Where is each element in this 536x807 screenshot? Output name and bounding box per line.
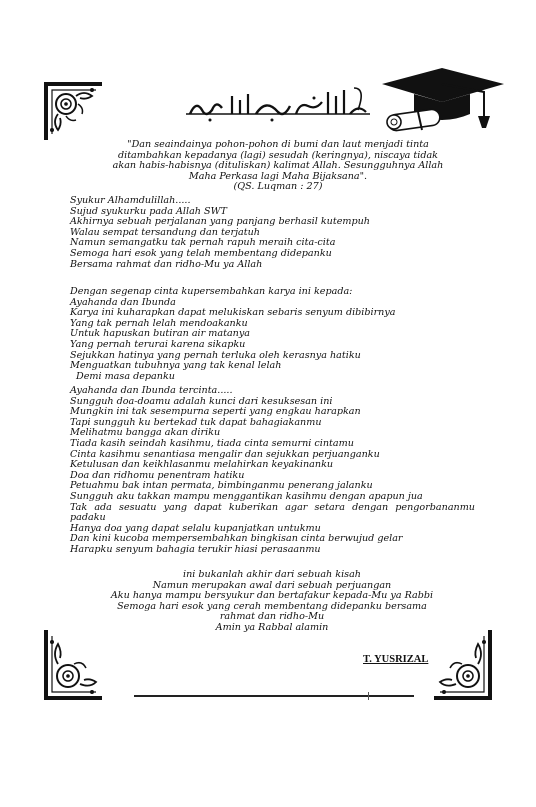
poem-line: Namun semangatku tak pernah rapuh meraih cita-cita	[70, 237, 336, 249]
poem-line: Sujud syukurku pada Allah SWT	[70, 205, 227, 217]
poem-line: Karya ini kuharapkan dapat melukiskan sebaris senyum dibibirnya	[70, 307, 396, 319]
poem-line: Sungguh doa-doamu adalah kunci dari kesuksesan ini	[70, 395, 333, 407]
poem-line: Ayahanda dan Ibunda	[70, 296, 176, 308]
ornament-corner-top-left	[44, 82, 104, 142]
poem-line: Yang pernah terurai karena sikapku	[70, 338, 246, 350]
poem-line: Petuahmu bak intan permata, bimbinganmu penerang jalanku	[70, 480, 373, 492]
poem-line: Dengan segenap cinta kupersembahkan karya ini kepada:	[70, 286, 353, 297]
dedication-stanza	[70, 287, 396, 382]
poem-line: Akhirnya sebuah perjalanan yang panjang berhasil kutempuh	[70, 216, 370, 228]
graduation-cap-icon	[378, 62, 506, 142]
poem-line: ini bukanlah akhir dari sebuah kisah	[183, 569, 361, 580]
quote-line: "Dan seaindainya pohon-pohon di bumi dan laut menjadi tinta	[127, 139, 429, 150]
ornament-corner-bottom-right	[432, 628, 492, 700]
poem-line: Syukur Alhamdulillah.....	[70, 195, 191, 206]
poem-line: Melihatmu bangga akan diriku	[70, 427, 221, 439]
poem-line: Sejukkan hatinya yang pernah terluka oleh kerasnya hatiku	[70, 349, 361, 361]
page-tick-mark	[368, 692, 369, 700]
author-signature: T. YUSRIZAL	[363, 654, 429, 665]
bismillah-calligraphy	[180, 84, 376, 124]
poem-line: Semoga hari esok yang telah membentang didepanku	[70, 247, 332, 259]
ornament-corner-bottom-left	[44, 628, 104, 700]
poem-line: Aku hanya mampu bersyukur dan bertafakur kepada-Mu ya Rabbi	[110, 590, 434, 602]
poem-line: Cinta kasihmu senantiasa mengalir dan sejukkan perjuanganku	[70, 448, 380, 460]
poem-line: Harapku senyum bahagia terukir hiasi perasaanmu	[70, 543, 321, 555]
poem-line: Namun merupakan awal dari sebuah perjuangan	[152, 579, 392, 591]
quran-quote	[68, 140, 488, 193]
quote-line: akan habis-habisnya (dituliskan) kalimat Allah. Sesungguhnya Allah	[112, 160, 444, 172]
poem-line: Untuk hapuskan butiran air matanya	[70, 328, 250, 340]
quote-reference: (QS. Luqman : 27)	[233, 181, 323, 193]
poem-line: Ketulusan dan keikhlasanmu melahirkan keyakinanku	[70, 459, 334, 471]
poem-line: Bersama rahmat dan ridho-Mu ya Allah	[70, 258, 263, 270]
quote-line: ditambahkan kepadanya (lagi) sesudah (keringnya), niscaya tidak	[117, 149, 438, 161]
parents-stanza	[70, 386, 475, 556]
poem-line: Dan kini kucoba mempersembahkan bingkisan cinta berwujud gelar	[70, 533, 403, 545]
poem-line: Hanya doa yang dapat selalu kupanjatkan untukmu	[70, 522, 321, 534]
gratitude-stanza	[70, 196, 370, 270]
poem-line: rahmat dan ridho-Mu	[219, 611, 325, 623]
closing-stanza	[62, 570, 482, 634]
poem-line: Ayahanda dan Ibunda tercinta.....	[70, 385, 233, 396]
poem-line: Doa dan ridhomu penentram hatiku	[70, 469, 245, 481]
poem-line: Semoga hari esok yang cerah membentang didepanku bersama	[117, 600, 427, 612]
poem-line: Tak ada sesuatu yang dapat kuberikan agar setara dengan pengorbananmu padaku	[70, 501, 475, 524]
poem-line: Amin ya Rabbal alamin	[215, 621, 329, 633]
poem-line: Sungguh aku takkan mampu menggantikan kasihmu dengan apapun jua	[70, 490, 423, 502]
poem-line: Mungkin ini tak sesempurna seperti yang engkau harapkan	[70, 406, 361, 418]
poem-line: Tapi sungguh ku bertekad tuk dapat bahagiakanmu	[70, 416, 322, 428]
quote-line: Maha Perkasa lagi Maha Bijaksana".	[188, 170, 368, 182]
poem-line: Yang tak pernah lelah mendoakanku	[70, 317, 248, 329]
poem-line: Demi masa depanku	[76, 370, 175, 382]
poem-line: Walau sempat tersandung dan terjatuh	[70, 226, 260, 238]
poem-line: Tiada kasih seindah kasihmu, tiada cinta semurni cintamu	[70, 437, 354, 449]
poem-line: Menguatkan tubuhnya yang tak kenal lelah	[70, 360, 282, 372]
bottom-divider	[134, 695, 414, 697]
